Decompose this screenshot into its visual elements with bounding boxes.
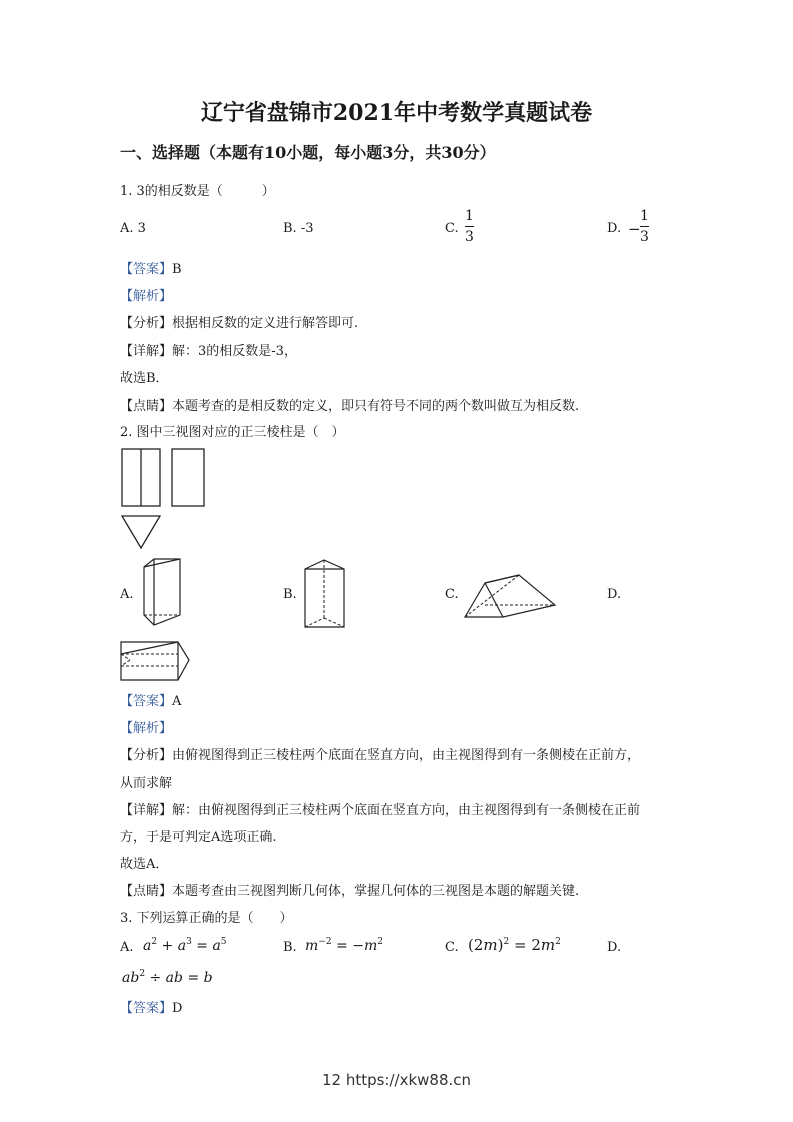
q1-answer — [120, 258, 182, 277]
q2-option-c-prism-icon — [463, 573, 559, 623]
q1-option-d-sign: − — [628, 220, 641, 238]
q3-option-a-label: A. — [120, 940, 134, 955]
q1-dianjing — [120, 395, 579, 414]
xiangjie-text: 解：3的相反数是-3， — [172, 344, 297, 359]
q2-guxuan: 故选A． — [120, 857, 169, 872]
fenxi-text: 根据相反数的定义进行解答即可. — [172, 316, 359, 331]
q2-analysis-tag: 【解析】 — [120, 721, 173, 736]
q1-analysis-tag: 【解析】 — [120, 289, 173, 304]
q1-xiangjie — [120, 340, 297, 359]
fraction-denominator: 3 — [640, 229, 649, 245]
answer-tag: 【答案】 — [120, 1001, 173, 1016]
q2-option-a-prism-icon — [140, 557, 185, 629]
fraction-bar — [640, 226, 649, 227]
fraction-numerator: 1 — [465, 208, 474, 224]
xiangjie-tag: 【详解】 — [120, 344, 173, 359]
q3-option-c-label: C. — [445, 940, 459, 955]
q2-option-b-prism-icon — [302, 557, 347, 631]
q2-fenxi-line-2: 从而求解 — [120, 776, 173, 791]
xiangjie-text: 解：由俯视图得到正三棱柱两个底面在竖直方向，由主视图得到有一条侧棱在正前 — [172, 803, 641, 818]
dianjing-tag: 【点睛】 — [120, 399, 173, 414]
xiangjie-tag: 【详解】 — [120, 803, 173, 818]
q2-option-c-label: C. — [445, 587, 459, 602]
fenxi-tag: 【分析】 — [120, 316, 173, 331]
q1-option-d-fraction — [640, 208, 649, 245]
q3-option-b-expression: $m^{-2} = -m^2$ — [305, 937, 383, 954]
q3-option-c-expression: $(2m)^2 = 2m^2$ — [468, 936, 561, 954]
top-view — [122, 516, 160, 548]
three-view-drawing — [118, 446, 213, 556]
q2-option-d-prism-icon — [118, 638, 193, 684]
q3-option-b-label: B. — [283, 940, 297, 955]
answer-value: A — [172, 694, 182, 709]
q3-option-d-label: D. — [607, 940, 622, 955]
q2-dianjing — [120, 880, 579, 899]
q3-option-d-expression: $ab^2$ ÷ ab = b — [122, 969, 213, 986]
q2-stem: 2. 图中三视图对应的正三棱柱是（ ） — [120, 425, 345, 440]
answer-value: D — [172, 1001, 183, 1016]
q2-xiangjie-line-1 — [120, 799, 640, 818]
answer-value: B — [172, 262, 182, 277]
q1-guxuan: 故选B． — [120, 371, 169, 386]
fraction-denominator: 3 — [465, 229, 474, 245]
q3-answer — [120, 997, 182, 1016]
q1-fenxi — [120, 312, 358, 331]
q2-xiangjie-line-2: 方，于是可判定A选项正确. — [120, 830, 277, 845]
page-title: 辽宁省盘锦市2021年中考数学真题试卷 — [200, 100, 593, 126]
q1-option-c-fraction — [465, 208, 474, 245]
fenxi-text: 由俯视图得到正三棱柱两个底面在竖直方向，由主视图得到有一条侧棱在正前方， — [172, 748, 641, 763]
fraction-bar — [465, 226, 474, 227]
q2-option-d-label: D. — [607, 587, 622, 602]
side-view — [172, 449, 204, 506]
q1-option-c-label: C. — [445, 221, 459, 236]
section-heading: 一、选择题（本题有10小题，每小题3分，共30分） — [120, 143, 496, 162]
q2-answer — [120, 690, 181, 709]
dianjing-text: 本题考查由三视图判断几何体，掌握几何体的三视图是本题的解题关键. — [172, 884, 580, 899]
page-footer: 12 https://xkw88.cn — [321, 1071, 472, 1089]
fraction-numerator: 1 — [640, 208, 649, 224]
q1-option-d-label: D. — [607, 221, 622, 236]
q2-fenxi-line-1 — [120, 744, 640, 763]
answer-tag: 【答案】 — [120, 694, 173, 709]
dianjing-text: 本题考查的是相反数的定义，即只有符号不同的两个数叫做互为相反数. — [172, 399, 580, 414]
q3-option-a-expression: $a^2 + a^3 = a^5$ — [143, 937, 227, 954]
q1-option-b: B. -3 — [283, 221, 314, 236]
q2-option-b-label: B. — [283, 587, 297, 602]
q2-option-a-label: A. — [120, 587, 134, 602]
q3-stem: 3. 下列运算正确的是（ ） — [120, 911, 293, 926]
answer-tag: 【答案】 — [120, 262, 173, 277]
q1-option-a: A. 3 — [120, 221, 146, 236]
fenxi-tag: 【分析】 — [120, 748, 173, 763]
q1-stem: 1. 3的相反数是（ ） — [120, 184, 275, 199]
dianjing-tag: 【点睛】 — [120, 884, 173, 899]
